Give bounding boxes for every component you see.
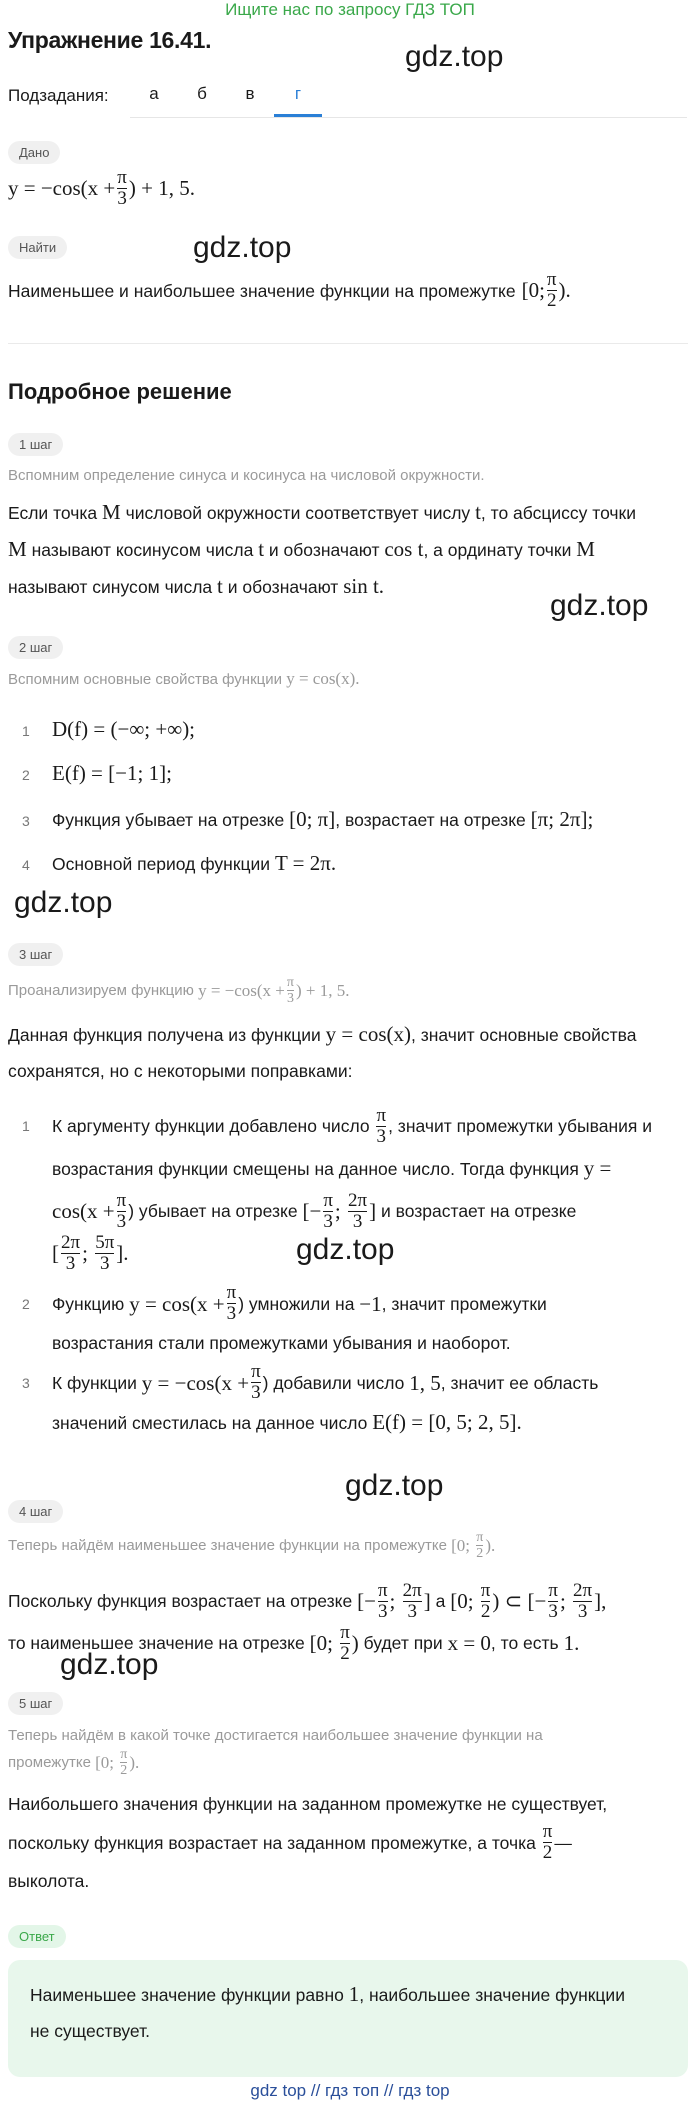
math: y = cos(x): [325, 1022, 411, 1046]
find-text: [8, 270, 571, 311]
math: cos(x +: [52, 1199, 115, 1223]
interval: [0;: [521, 278, 545, 302]
text: , то абсциссу точки: [480, 503, 636, 523]
text: К функции: [52, 1372, 137, 1393]
math: T = 2π.: [274, 851, 337, 875]
math: x = 0: [447, 1631, 491, 1655]
given-pill: Дано: [8, 141, 60, 164]
search-banner[interactable]: Ищите нас по запросу ГДЗ ТОП: [225, 0, 475, 19]
math: y =: [583, 1156, 612, 1180]
list-item: [22, 711, 195, 749]
text: , возрастает на отрезке: [335, 810, 526, 830]
text: , то есть: [490, 1633, 559, 1653]
list-item: 3 К функции y = −cos(x + $\frac{\pi}{3}$ ) добавили число 1, 5 , значит ее область значений сместилась на данное число E(f) = [0, 5; 2, 5].: [22, 1361, 599, 1434]
text: Если точка: [8, 503, 98, 523]
text: Проанализируем функцию: [8, 982, 194, 999]
solution-heading: Подробное решение: [8, 379, 232, 404]
text: Данная функция получена из функции: [8, 1025, 321, 1045]
step4-text: Поскольку функция возрастает на отрезке [− $\frac{\pi}{3}$ ; $\frac{2\pi}{3}$ ] а [0; $\frac{\pi}{2}$ ) ⊂ [− $\frac{\pi}{3}$ ; $\frac{2\pi}{3}$ ], то наименьшее значение на отрезке [0; $\frac{\pi}{2}$ ) будет при x = 0 , то есть 1.: [8, 1579, 607, 1664]
frac-num: π: [117, 167, 127, 188]
step-hint: [8, 975, 349, 1006]
math: D(f) = (−∞; +∞);: [52, 717, 196, 741]
find-label: Наименьшее и наибольшее значение функции на промежутке: [8, 280, 516, 301]
text: Поскольку функция возрастает на отрезке: [8, 1591, 353, 1611]
text: Функция убывает на отрезке: [52, 810, 285, 830]
item-number: 1: [22, 723, 30, 739]
step3-intro: [8, 1016, 693, 1089]
tab-a[interactable]: а: [149, 84, 159, 103]
text: Вспомним основные свойства функции: [8, 671, 283, 688]
math: sin t.: [343, 574, 385, 598]
list-item: [22, 845, 336, 883]
text: , значит основные свойства: [411, 1025, 637, 1045]
subtask-tabs: [130, 84, 322, 117]
tab-b[interactable]: б: [197, 84, 207, 103]
text: ) умножили на: [238, 1293, 355, 1314]
watermark: gdz.top: [550, 589, 649, 622]
item-number: 3: [22, 813, 30, 829]
text: и обозначают: [268, 540, 380, 560]
tab-v[interactable]: в: [245, 84, 255, 103]
list-item: [22, 801, 593, 839]
footer-link[interactable]: гдз top: [398, 2081, 450, 2100]
math: −1: [359, 1291, 382, 1316]
answer-text: [8, 1960, 688, 2065]
subtasks-label: Подзадания:: [8, 86, 109, 105]
watermark: gdz.top: [296, 1233, 395, 1266]
math: 1, 5: [409, 1370, 441, 1395]
tab-g[interactable]: г: [274, 84, 322, 117]
text: промежутке: [8, 1753, 91, 1771]
text: , значит промежутки: [381, 1293, 547, 1314]
interval: ).: [558, 278, 571, 302]
math: 1.: [563, 1631, 580, 1655]
math: [π; 2π];: [530, 807, 594, 831]
divider: [8, 343, 688, 344]
page-title: Упражнение 16.41.: [8, 27, 212, 53]
text: выколота.: [8, 1871, 90, 1891]
step-hint: Теперь найдём в какой точке достигается наибольшее значение функции на промежутке [0; $\frac{\pi}{2}$ ).: [8, 1725, 688, 1778]
text: и возрастает на отрезке: [380, 1201, 577, 1221]
text: ) добавили число: [262, 1372, 405, 1393]
text: —: [554, 1832, 572, 1853]
step-pill: 1 шаг: [8, 433, 63, 456]
text: числовой окружности соответствует числу: [125, 503, 471, 523]
footer-separator: //: [310, 2081, 321, 2100]
tabs-divider: [130, 117, 687, 118]
item-number: 2: [22, 767, 30, 783]
step-pill: 2 шаг: [8, 636, 63, 659]
text: будет при: [363, 1633, 443, 1653]
math: t: [217, 574, 223, 598]
step-hint: [8, 669, 360, 689]
watermark: gdz.top: [345, 1469, 444, 1502]
text: , значит промежутки убывания и: [388, 1116, 653, 1136]
text: Теперь найдём в какой точке достигается наибольшее значение функции на: [8, 1727, 543, 1744]
step5-text: Наибольшего значения функции на заданном промежутке не существует, поскольку функция возрастает на заданном промежутке, а точка $\frac{\pi}{2}$ — выколота.: [8, 1786, 688, 1899]
fraction: [287, 975, 294, 1006]
text: и обозначают: [227, 577, 339, 597]
math: y = cos(x).: [286, 669, 360, 688]
text: значений сместилась на данное число: [52, 1413, 368, 1433]
list-item: 2 Функцию y = cos(x + $\frac{\pi}{3}$ ) умножили на −1 , значит промежутки возрастания стали промежутками убывания и наоборот.: [22, 1282, 547, 1353]
text: ) убывает на отрезке: [128, 1201, 298, 1221]
step-hint: Вспомним определение синуса и косинуса на числовой окружности.: [8, 467, 485, 484]
math: M: [576, 537, 595, 561]
text: , значит ее область: [440, 1372, 599, 1393]
text: Теперь найдём наименьшее значение функции на промежутке: [8, 1537, 447, 1554]
text: , наибольшее значение функции: [359, 1985, 625, 2005]
step-pill: 5 шаг: [8, 1692, 63, 1715]
math: y = −cos(x +: [141, 1370, 250, 1395]
math: M: [8, 537, 27, 561]
text: то наименьшее значение на отрезке: [8, 1633, 305, 1653]
math: y = −cos(x +: [198, 980, 285, 1000]
text: Наименьшее значение функции равно: [30, 1985, 344, 2005]
math: cos t: [384, 537, 424, 561]
text: Основной период функции: [52, 854, 271, 874]
footer-links: [0, 2081, 700, 2101]
text: возрастания функции смещены на данное число. Тогда функция: [52, 1159, 579, 1179]
frac-num: π: [546, 269, 557, 290]
fraction: [117, 168, 127, 209]
watermark: gdz.top: [405, 40, 504, 73]
given-formula: [8, 168, 195, 209]
footer-separator: //: [383, 2081, 394, 2100]
math: E(f) = [0, 5; 2, 5].: [372, 1410, 522, 1434]
frac-den: 3: [117, 188, 127, 209]
formula-part: ) + 1, 5.: [128, 176, 195, 200]
step1-text: [8, 494, 693, 605]
step-pill: 3 шаг: [8, 943, 63, 966]
text: возрастания стали промежутками убывания и наоборот.: [52, 1333, 511, 1353]
text: , а ординату точки: [423, 540, 572, 560]
watermark: gdz.top: [14, 886, 113, 919]
answer-box: [8, 1960, 688, 2077]
watermark: gdz.top: [60, 1648, 159, 1681]
list-item: [22, 755, 172, 793]
fraction: [547, 270, 557, 311]
step-hint: Теперь найдём наименьшее значение функции на промежутке [0; $\frac{\pi}{2}$ ).: [8, 1530, 496, 1561]
frac-den: 2: [546, 290, 557, 311]
text: поскольку функция возрастает на заданном промежутке, а точка: [8, 1832, 536, 1853]
math: y = cos(x +: [129, 1291, 225, 1316]
math: 1: [348, 1982, 360, 2006]
math: t: [258, 537, 265, 561]
text: называют косинусом числа: [31, 540, 254, 560]
footer-link[interactable]: gdz top: [250, 2081, 307, 2100]
text: К аргументу функции добавлено число: [52, 1116, 370, 1136]
math: E(f) = [−1; 1];: [52, 761, 172, 785]
list-item: 1 К аргументу функции добавлено число $\frac{\pi}{3}$ , значит промежутки убывания и возрастания функции смещены на данное число. Тогда функция y = cos(x + $\frac{\pi}{3}$ ) убывает на отрезке [− $\frac{\pi}{3}$ ; $\frac{2\pi}{3}$ ] и возрастает на отрезке [ $\frac{2\pi}{3}$ ; $\frac{5\pi}{3}$ ].: [22, 1104, 653, 1274]
answer-pill: Ответ: [8, 1925, 66, 1948]
item-number: 4: [22, 857, 30, 873]
text: называют синусом числа: [8, 577, 213, 597]
text: сохранятся, но с некоторыми поправками:: [8, 1061, 353, 1081]
text: Функцию: [52, 1293, 125, 1314]
math: ) + 1, 5.: [295, 980, 350, 1000]
text: не существует.: [30, 2021, 151, 2041]
step-pill: 4 шаг: [8, 1500, 63, 1523]
watermark: gdz.top: [193, 231, 292, 264]
math: ⊂: [504, 1589, 523, 1613]
footer-link[interactable]: гдз топ: [325, 2081, 380, 2100]
math: [0; π]: [289, 807, 336, 831]
math: t: [475, 500, 481, 524]
find-pill: Найти: [8, 236, 67, 259]
formula-part: y = −cos(x +: [8, 176, 116, 200]
text: Наибольшего значения функции на заданном промежутке не существует,: [8, 1794, 608, 1814]
frac-num: π: [286, 975, 294, 990]
text: а: [435, 1591, 446, 1611]
frac-den: 3: [286, 991, 294, 1006]
math: M: [102, 500, 121, 524]
